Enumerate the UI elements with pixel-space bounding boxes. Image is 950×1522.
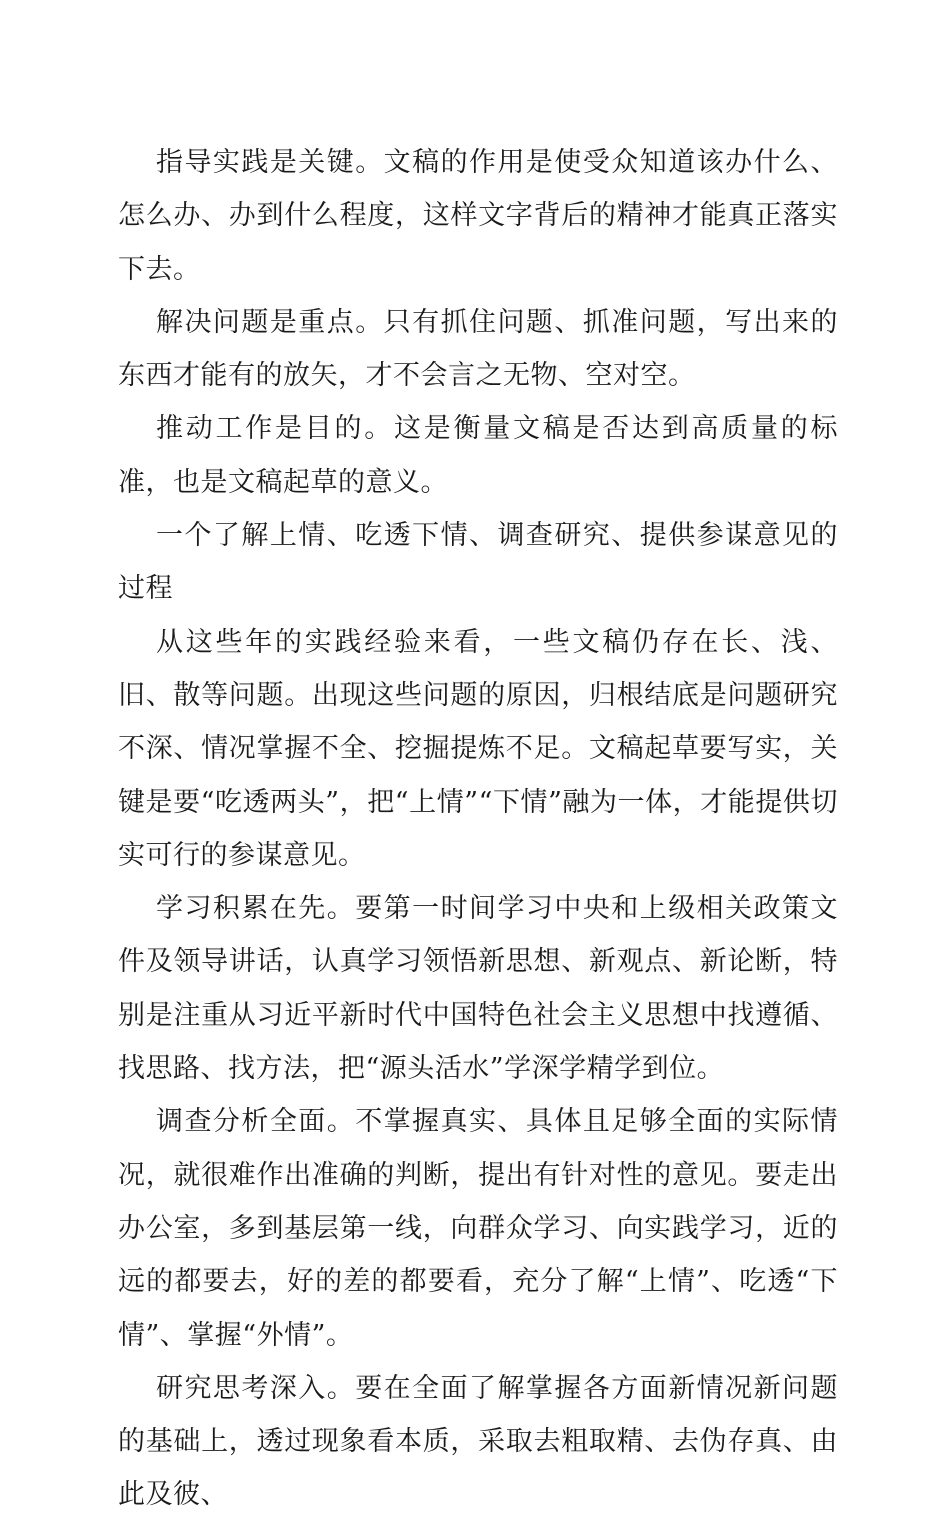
- paragraph-research-thinking: 研究思考深入。要在全面了解掌握各方面新情况新问题的基础上，透过现象看本质，采取去粗取精、去伪存真、由此及彼、: [118, 1372, 838, 1511]
- paragraph-solving-problems: 解决问题是重点。只有抓住问题、抓准问题，写出来的东西才能有的放矢，才不会言之无物、空对空。: [118, 306, 838, 392]
- paragraph-practice-experience: 从这些年的实践经验来看，一些文稿仍存在长、浅、旧、散等问题。出现这些问题的原因，归根结底是问题研究不深、情况掌握不全、挖掘提炼不足。文稿起草要写实，关键是要“吃透两头”，把“上情”“下情”融为一体，才能提供切实可行的参谋意见。: [118, 626, 838, 871]
- paragraph-promoting-work: 推动工作是目的。这是衡量文稿是否达到高质量的标准，也是文稿起草的意义。: [118, 413, 838, 498]
- paragraph-investigation: 调查分析全面。不掌握真实、具体且足够全面的实际情况，就很难作出准确的判断，提出有针对性的意见。要走出办公室，多到基层第一线，向群众学习、向实践学习，近的远的都要去，好的差的都要看，充分了解“上情”、吃透“下情”、掌握“外情”。: [118, 1106, 838, 1351]
- document-body: [118, 136, 838, 1522]
- section-heading: 一个了解上情、吃透下情、调查研究、提供参谋意见的过程: [118, 520, 838, 605]
- paragraph-learning-first: 学习积累在先。要第一时间学习中央和上级相关政策文件及领导讲话，认真学习领悟新思想、新观点、新论断，特别是注重从习近平新时代中国特色社会主义思想中找遵循、找思路、找方法，把“源头活水”学深学精学到位。: [118, 893, 838, 1085]
- paragraph-practice-guidance: 指导实践是关键。文稿的作用是使受众知道该办什么、怎么办、办到什么程度，这样文字背后的精神才能真正落实下去。: [118, 147, 838, 285]
